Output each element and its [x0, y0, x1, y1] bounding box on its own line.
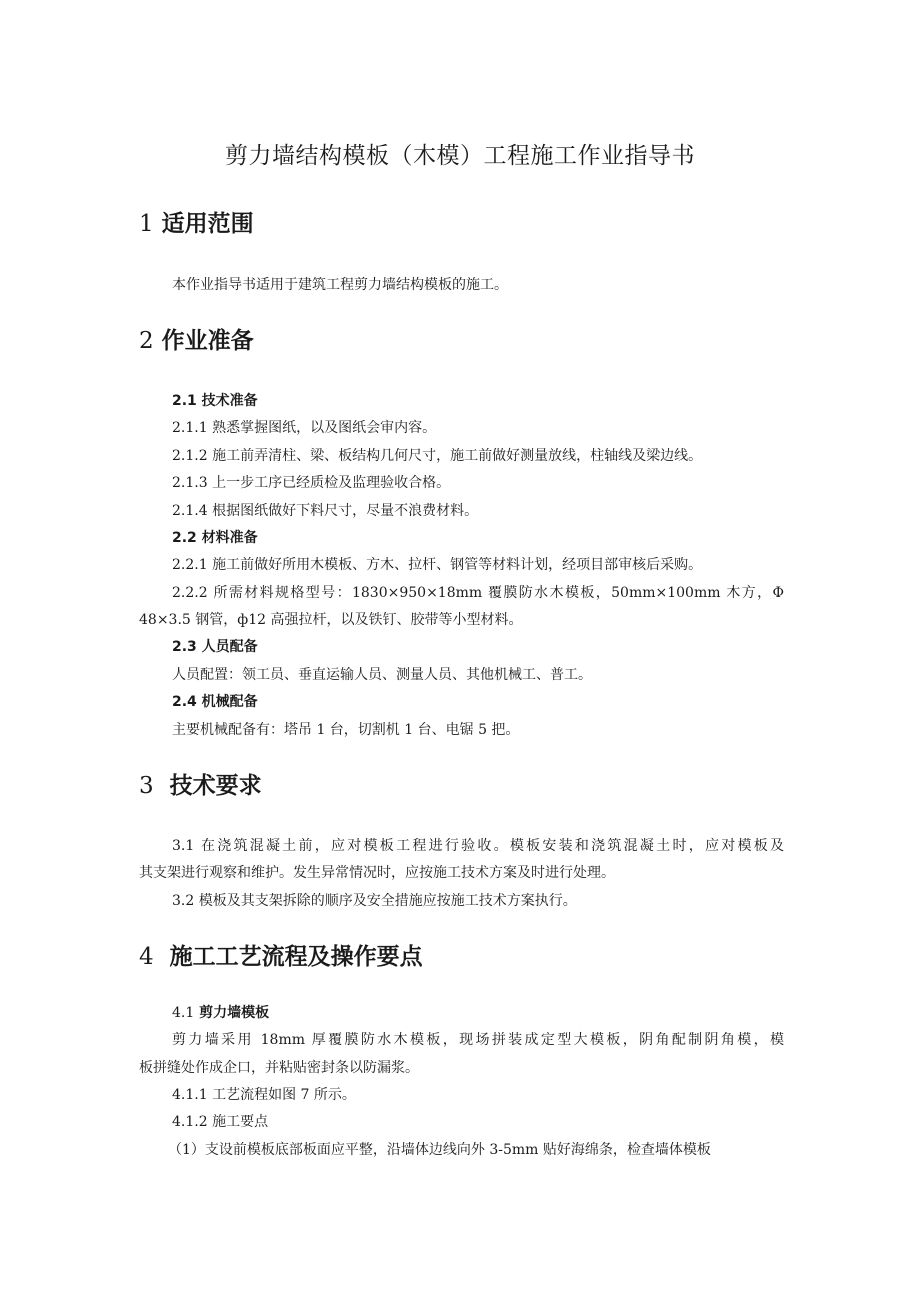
subsection-2-4-heading: 2.4 机械配备: [172, 694, 258, 710]
section-1-number: 1: [139, 211, 154, 237]
paragraph-4-1-line2: 板拼缝处作成企口，并粘贴密封条以防漏浆。: [139, 1060, 419, 1076]
paragraph-2-2-2-line1: 2.2.2 所需材料规格型号：1830×950×18mm 覆膜防水木模板，50mm×100mm 木方，Φ: [172, 585, 784, 601]
paragraph-3-1-line1: 3.1 在浇筑混凝土前，应对模板工程进行验收。模板安装和浇筑混凝土时，应对模板及: [172, 838, 784, 854]
paragraph-4-1-2: 4.1.2 施工要点: [172, 1114, 269, 1130]
section-3-title: 技术要求: [169, 773, 262, 799]
paragraph-4-1-1: 4.1.1 工艺流程如图 7 所示。: [172, 1087, 356, 1103]
section-4-heading: [139, 941, 423, 973]
paragraph-2-4: 主要机械配备有：塔吊 1 台，切割机 1 台、电锯 5 把。: [172, 722, 520, 738]
section-2-title: 作业准备: [161, 328, 254, 354]
paragraph-2-1-2: 2.1.2 施工前弄清柱、梁、板结构几何尺寸，施工前做好测量放线，柱轴线及梁边线。: [172, 448, 703, 464]
subsection-2-3-heading: 2.3 人员配备: [172, 639, 258, 655]
subsection-4-1-title: 剪力墙模板: [199, 1005, 270, 1021]
subsection-2-2-heading: 2.2 材料准备: [172, 530, 258, 546]
subsection-4-1-number: 4.1: [172, 1005, 195, 1021]
section-4-number: 4: [139, 944, 154, 970]
paragraph-4-1-2-item-1: （1）支设前模板底部板面应平整，沿墙体边线向外 3-5mm 贴好海绵条，检查墙体模板: [168, 1142, 711, 1158]
paragraph-3-1-line2: 其支架进行观察和维护。发生异常情况时，应按施工技术方案及时进行处理。: [139, 865, 615, 881]
document-title: 剪力墙结构模板（木模）工程施工作业指导书: [225, 143, 695, 169]
section-4-title: 施工工艺流程及操作要点: [169, 944, 423, 970]
subsection-4-1-heading: [172, 1003, 269, 1023]
paragraph-3-2: 3.2 模板及其支架拆除的顺序及安全措施应按施工技术方案执行。: [172, 893, 577, 909]
paragraph-1-scope: 本作业指导书适用于建筑工程剪力墙结构模板的施工。: [172, 277, 508, 293]
subsection-2-1-heading: 2.1 技术准备: [172, 393, 258, 409]
paragraph-2-3: 人员配置：领工员、垂直运输人员、测量人员、其他机械工、普工。: [172, 667, 592, 683]
section-3-heading: [139, 770, 262, 802]
section-3-number: 3: [139, 773, 154, 799]
paragraph-2-2-2-line2: 48×3.5 钢管，ф12 高强拉杆，以及铁钉、胶带等小型材料。: [139, 612, 523, 628]
section-1-heading: [139, 208, 254, 240]
section-1-title: 适用范围: [161, 211, 254, 237]
paragraph-2-1-3: 2.1.3 上一步工序已经质检及监理验收合格。: [172, 475, 451, 491]
paragraph-2-2-1: 2.2.1 施工前做好所用木模板、方木、拉杆、钢管等材料计划，经项目部审核后采购。: [172, 557, 703, 573]
paragraph-2-1-1: 2.1.1 熟悉掌握图纸，以及图纸会审内容。: [172, 420, 437, 436]
paragraph-4-1-line1: 剪力墙采用 18mm 厚覆膜防水木模板，现场拼装成定型大模板，阴角配制阴角模，模: [172, 1032, 784, 1048]
section-2-number: 2: [139, 328, 154, 354]
section-2-heading: [139, 325, 254, 357]
paragraph-2-1-4: 2.1.4 根据图纸做好下料尺寸，尽量不浪费材料。: [172, 503, 479, 519]
